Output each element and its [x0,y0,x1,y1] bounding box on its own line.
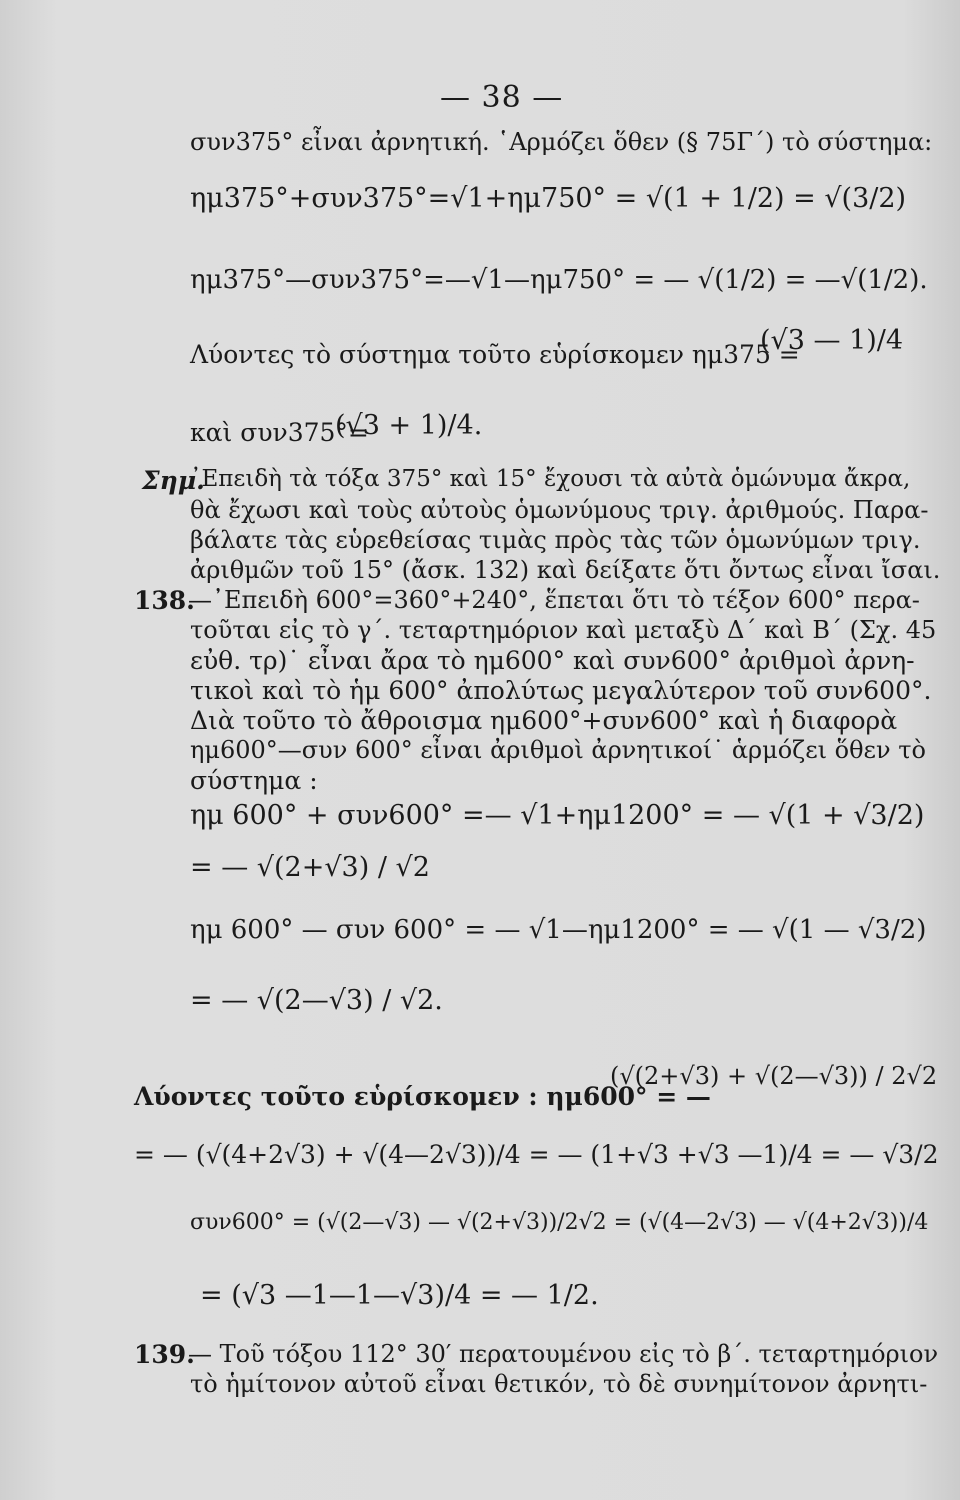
text-line: ἀριθμῶν τοῦ 15° (ἄσκ. 132) καὶ δείξατε ὅτι ὄντως εἶναι ἴσαι. [190,556,941,584]
equation-line: συν600° = (√(2—√3) — √(2+√3))/2√2 = (√(4—2√3) — √(4+2√3))/4 [190,1210,929,1235]
exercise-number: 139. [134,1340,195,1369]
text-line: βάλατε τὰς εὑρεθείσας τιμὰς πρὸς τὰς τῶν ὁμωνύμων τριγ. [190,526,921,554]
text-line: καὶ συν375°= [190,418,369,447]
text-line: — Τοῦ τόξου 112° 30′ περατουμένου εἰς τὸ β΄. τεταρτημόριον [188,1340,939,1368]
text-line: —᾿Επειδὴ 600°=360°+240°, ἕπεται ὅτι τὸ τέξον 600° περα- [188,586,920,614]
equation-line: = — √(2—√3) / √2. [190,985,443,1016]
text-line: Λύοντες τοῦτο εὑρίσκομεν : ημ600° = — [134,1082,711,1111]
text-line: θὰ ἔχωσι καὶ τοὺς αὐτοὺς ὁμωνύμους τριγ. ἀριθμούς. Παρα- [190,496,929,524]
equation-line: ημ 600° + συν600° =— √1+ημ1200° = — √(1 + √3/2) [190,800,925,831]
text-line: Διὰ τοῦτο τὸ ἄθροισμα ημ600°+συν600° καὶ ἡ διαφορὰ [190,706,898,735]
fraction: (√3 + 1)/4. [335,410,483,441]
fraction: (√3 — 1)/4 [760,325,904,356]
text-line: τὸ ἡμίτονον αὐτοῦ εἶναι θετικόν, τὸ δὲ συνημίτονον ἀρνητι- [190,1370,928,1398]
text-line: τικοὶ καὶ τὸ ἡμ 600° ἀπολύτως μεγαλύτερον τοῦ συν600°. [190,676,932,705]
fraction: (√(2+√3) + √(2—√3)) / 2√2 [610,1062,938,1090]
text-line: σύστημα : [190,766,318,795]
equation-line: ημ375°+συν375°=√1+ημ750° = √(1 + 1/2) = √(3/2) [190,183,907,214]
equation-line: = — √(2+√3) / √2 [190,852,430,883]
note-label: Σημ. [142,466,205,495]
equation-line: ημ375°—συν375°=—√1—ημ750° = — √(1/2) = —√(1/2). [190,265,928,295]
equation-line: ημ 600° — συν 600° = — √1—ημ1200° = — √(1 — √3/2) [190,915,927,945]
page-number: — 38 — [440,80,564,115]
text-line: εὐθ. τρ)˙ εἶναι ἄρα τὸ ημ600° καὶ συν600° ἀριθμοὶ ἀρνη- [190,646,915,675]
text-line: τοῦται εἰς τὸ γ΄. τεταρτημόριον καὶ μεταξὺ Δ΄ καὶ Β΄ (Σχ. 45 [190,616,937,644]
equation-line: = — (√(4+2√3) + √(4—2√3))/4 = — (1+√3 +√3 —1)/4 = — √3/2 [134,1140,939,1169]
text-line: Λύοντες τὸ σύστημα τοῦτο εὑρίσκομεν ημ375 = [190,340,800,369]
text-line: συν375° εἶναι ἀρνητική. ῾Αρμόζει ὅθεν (§ 75Γ΄) τὸ σύστημα: [190,128,933,156]
text-line: ᾿Επειδὴ τὰ τόξα 375° καὶ 15° ἔχουσι τὰ αὐτὰ ὁμώνυμα ἄκρα, [190,466,911,492]
text-line: ημ600°—συν 600° εἶναι ἀριθμοὶ ἀρνητικοί˙ ἁρμόζει ὅθεν τὸ [190,736,926,764]
exercise-number: 138. [134,586,195,615]
equation-line: = (√3 —1—1—√3)/4 = — 1/2. [200,1280,599,1311]
